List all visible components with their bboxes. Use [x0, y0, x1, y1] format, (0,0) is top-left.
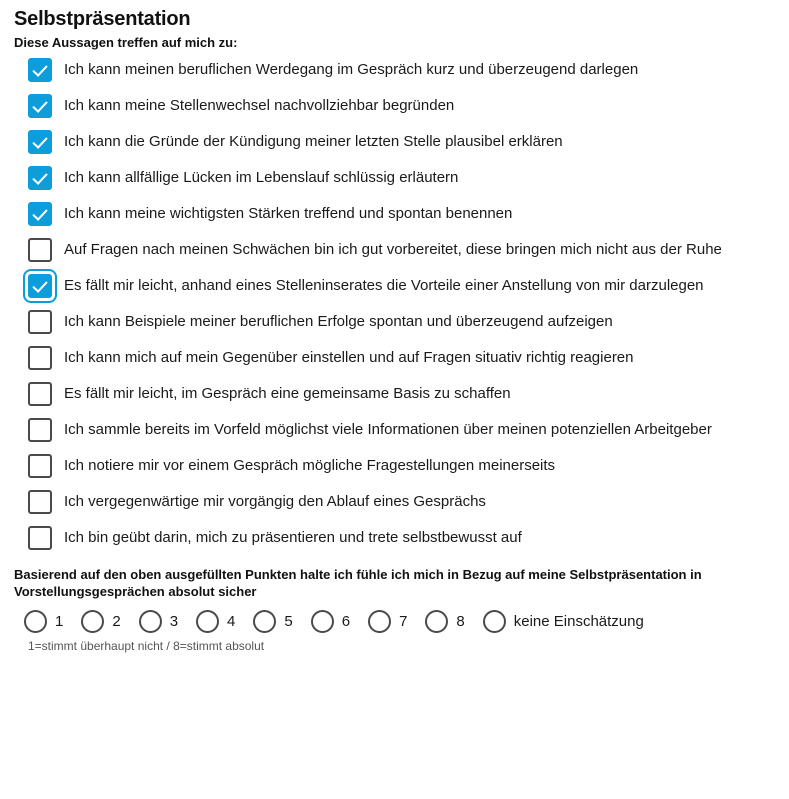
radio-label: 7 — [399, 613, 408, 630]
checkbox-input[interactable] — [28, 130, 52, 154]
radio-input[interactable] — [139, 610, 162, 633]
checkbox-label: Ich notiere mir vor einem Gespräch mögliche Fragestellungen meinerseits — [64, 457, 556, 474]
checkbox-row[interactable] — [14, 488, 775, 516]
rating-option[interactable] — [196, 610, 235, 633]
rating-option[interactable] — [253, 610, 292, 633]
radio-label: 2 — [112, 613, 121, 630]
checkbox-input[interactable] — [28, 346, 52, 370]
radio-label: 5 — [284, 613, 293, 630]
checkbox-input[interactable] — [28, 418, 52, 442]
checkbox-input[interactable] — [28, 238, 52, 262]
checkbox-label: Ich vergegenwärtige mir vorgängig den Ablauf eines Gesprächs — [64, 493, 486, 510]
checkbox-label: Ich bin geübt darin, mich zu präsentieren und trete selbstbewusst auf — [64, 529, 522, 546]
checkbox-row[interactable] — [14, 452, 775, 480]
radio-label: 1 — [55, 613, 64, 630]
radio-label: 6 — [341, 613, 351, 630]
checkbox-list — [14, 56, 775, 552]
page-title: Selbstpräsentation — [14, 8, 191, 30]
rating-option[interactable] — [311, 610, 350, 633]
rating-option[interactable] — [483, 610, 644, 633]
checkbox-input[interactable] — [28, 202, 52, 226]
radio-label: 8 — [456, 613, 465, 630]
checkbox-input[interactable] — [28, 94, 52, 118]
checkbox-label: Ich kann allfällige Lücken im Lebenslauf schlüssig erläutern — [64, 169, 459, 186]
checkbox-label: Ich sammle bereits im Vorfeld möglichst viele Informationen über meinen potenziellen Arbeitgeber — [64, 421, 712, 438]
checkbox-label: Ich kann meine wichtigsten Stärken treffend und spontan benennen — [64, 205, 513, 222]
section-subtitle: Diese Aussagen treffen auf mich zu: — [14, 35, 238, 50]
checkbox-row[interactable] — [14, 344, 775, 372]
rating-option[interactable] — [81, 610, 120, 633]
checkbox-row[interactable] — [14, 416, 775, 444]
checkbox-row[interactable] — [14, 200, 775, 228]
rating-question: Basierend auf den oben ausgefüllten Punkten halte ich fühle ich mich in Bezug auf meine Selbstpräsentation in Vorstellungsgesprächen absolut sicher — [14, 567, 702, 599]
radio-input[interactable] — [253, 610, 276, 633]
checkbox-input[interactable] — [28, 490, 52, 514]
rating-option[interactable] — [24, 610, 63, 633]
checkbox-input[interactable] — [28, 454, 52, 478]
radio-input[interactable] — [24, 610, 47, 633]
radio-input[interactable] — [425, 610, 448, 633]
checkbox-input[interactable] — [28, 166, 52, 190]
radio-input[interactable] — [196, 610, 219, 633]
radio-label: 4 — [227, 613, 236, 630]
rating-legend: 1=stimmt überhaupt nicht / 8=stimmt absolut — [28, 639, 265, 653]
checkbox-input[interactable] — [28, 526, 52, 550]
checkbox-input[interactable] — [28, 58, 52, 82]
checkbox-row[interactable] — [14, 272, 775, 300]
checkbox-row[interactable] — [14, 380, 775, 408]
radio-label: keine Einschätzung — [513, 613, 644, 630]
checkbox-row[interactable] — [14, 308, 775, 336]
radio-input[interactable] — [368, 610, 391, 633]
checkbox-label: Ich kann meinen beruflichen Werdegang im Gespräch kurz und überzeugend darlegen — [64, 61, 639, 78]
radio-label: 3 — [169, 613, 179, 630]
checkbox-label: Ich kann meine Stellenwechsel nachvollziehbar begründen — [64, 97, 455, 114]
checkbox-row[interactable] — [14, 128, 775, 156]
checkbox-row[interactable] — [14, 56, 775, 84]
checkbox-row[interactable] — [14, 236, 775, 264]
checkbox-label: Es fällt mir leicht, anhand eines Stelleninserates die Vorteile einer Anstellung von mir darzulegen — [64, 277, 704, 294]
checkbox-row[interactable] — [14, 92, 775, 120]
radio-input[interactable] — [483, 610, 506, 633]
checkbox-row[interactable] — [14, 164, 775, 192]
rating-option[interactable] — [425, 610, 464, 633]
checkbox-label: Ich kann Beispiele meiner beruflichen Erfolge spontan und überzeugend aufzeigen — [64, 313, 613, 330]
checkbox-input[interactable] — [28, 274, 52, 298]
rating-option[interactable] — [368, 610, 407, 633]
checkbox-input[interactable] — [28, 382, 52, 406]
checkbox-row[interactable] — [14, 524, 775, 552]
radio-input[interactable] — [81, 610, 104, 633]
checkbox-label: Ich kann die Gründe der Kündigung meiner letzten Stelle plausibel erklären — [64, 133, 563, 150]
checkbox-label: Es fällt mir leicht, im Gespräch eine gemeinsame Basis zu schaffen — [64, 385, 511, 402]
rating-option[interactable] — [139, 610, 178, 633]
checkbox-label: Ich kann mich auf mein Gegenüber einstellen und auf Fragen situativ richtig reagieren — [64, 349, 634, 366]
rating-scale — [14, 610, 775, 633]
checkbox-label: Auf Fragen nach meinen Schwächen bin ich gut vorbereitet, diese bringen mich nicht aus der Ruhe — [64, 241, 722, 258]
checkbox-input[interactable] — [28, 310, 52, 334]
radio-input[interactable] — [311, 610, 334, 633]
